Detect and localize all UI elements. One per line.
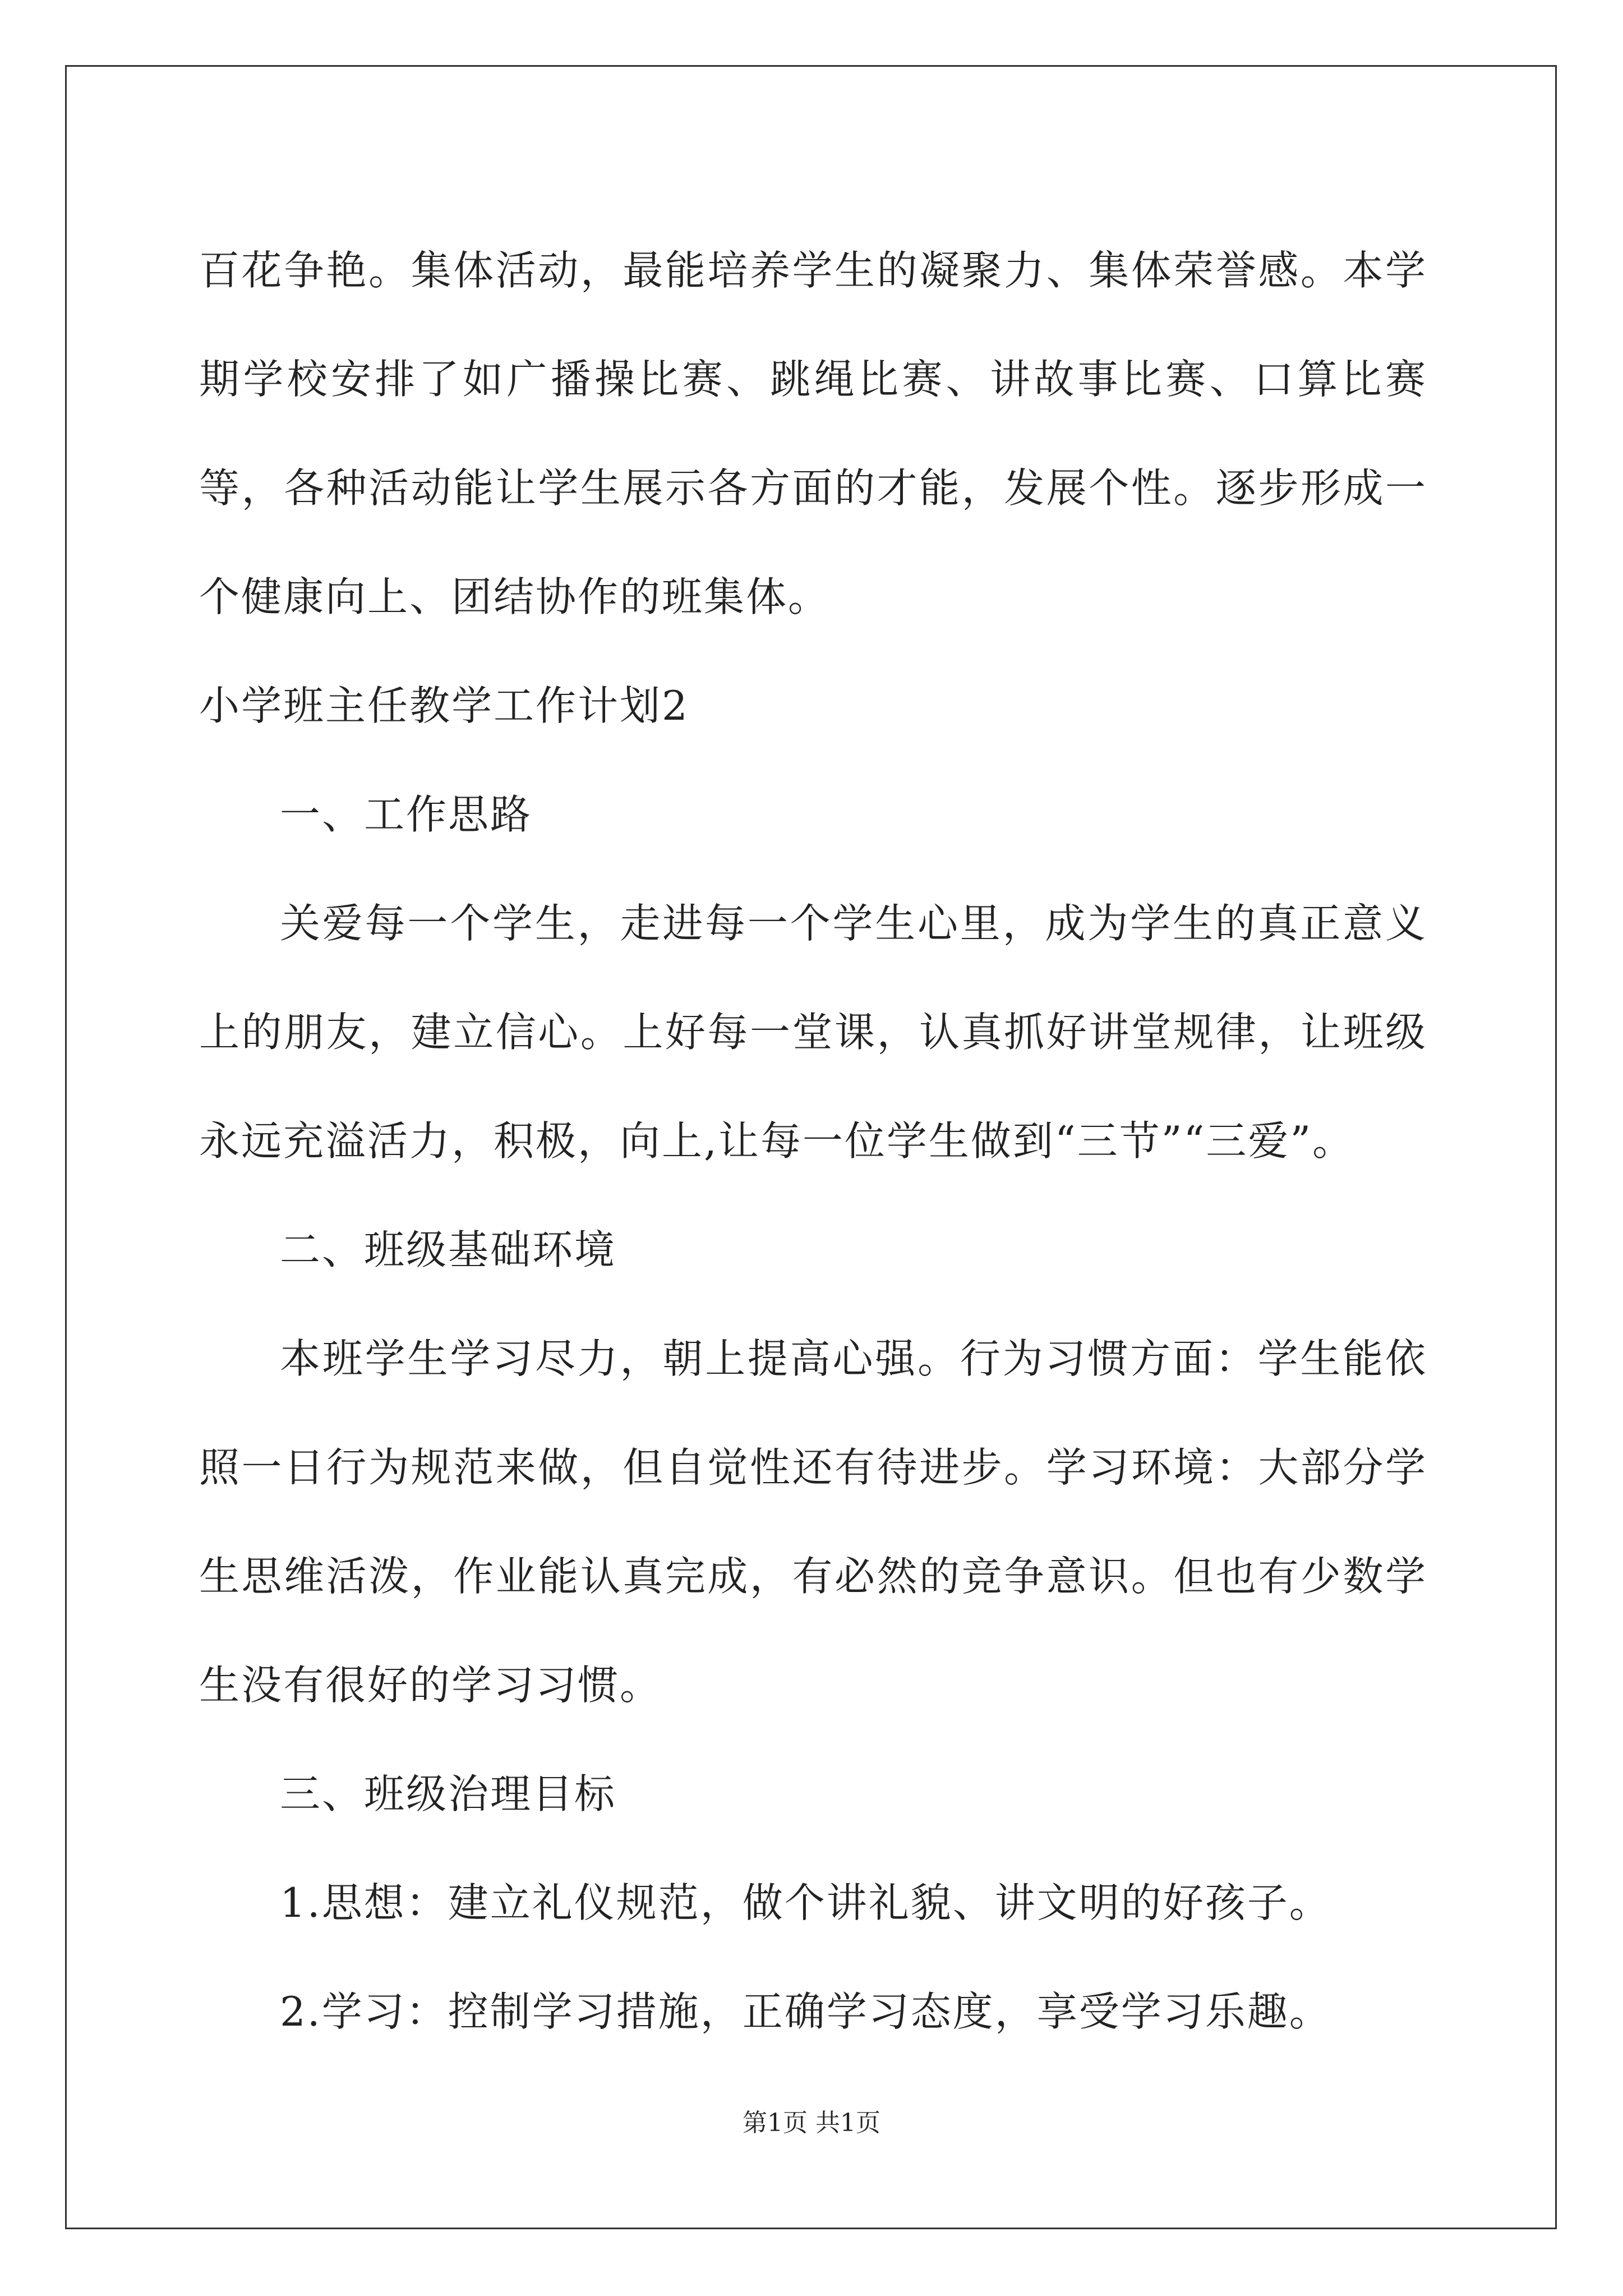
document-title: 小学班主任教学工作计划2 [199, 682, 689, 729]
paragraph-work-approach: 关爱每一个学生，走进每一个学生心里，成为学生的真正意义上的朋友，建立信心。上好每一堂课，认真抓好讲堂规律，让班级永远充溢活力，积极，向上,让每一位学生做到“三节”“三爱”。 [199, 900, 1427, 1165]
page-footer: 第1页 共1页 [743, 2109, 880, 2137]
goal-item-study: 2.学习：控制学习措施，正确学习态度，享受学习乐趣。 [280, 1988, 1331, 2035]
goal-item-thought: 1.思想：建立礼仪规范，做个讲礼貌、讲文明的好孩子。 [280, 1879, 1331, 1926]
heading-class-environment: 二、班级基础环境 [280, 1226, 617, 1273]
document-body [199, 216, 1427, 2066]
heading-work-approach: 一、工作思路 [280, 791, 533, 838]
paragraph-class-environment: 本班学生学习尽力，朝上提高心强。行为习惯方面：学生能依照一日行为规范来做，但自觉性还有待进步。学习环境：大部分学生思维活泼，作业能认真完成，有必然的竞争意识。但也有少数学生没有很好的学习习惯。 [199, 1335, 1427, 1709]
paragraph-continued-activities: 百花争艳。集体活动，最能培养学生的凝聚力、集体荣誉感。本学期学校安排了如广播操比赛、跳绳比赛、讲故事比赛、口算比赛等，各种活动能让学生展示各方面的才能，发展个性。逐步形成一个健康向上、团结协作的班集体。 [199, 247, 1427, 620]
heading-management-goals: 三、班级治理目标 [280, 1770, 617, 1818]
